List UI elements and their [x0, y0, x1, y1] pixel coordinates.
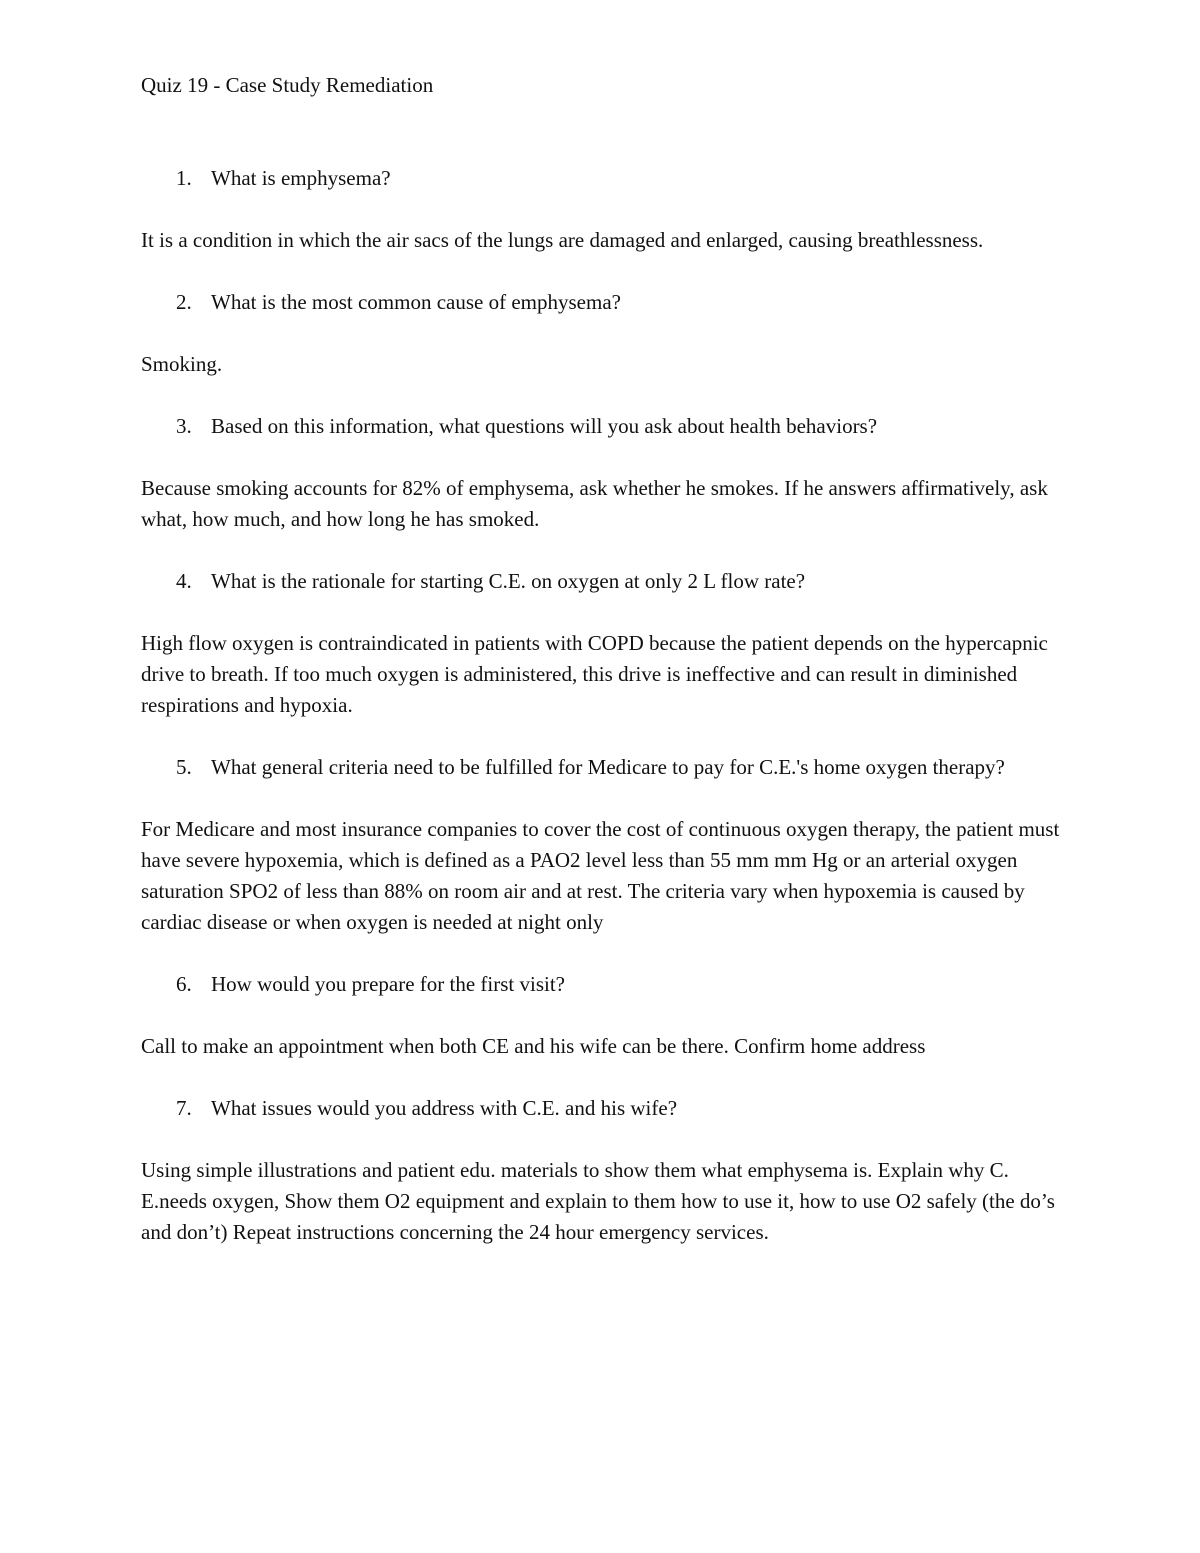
answer-4: High flow oxygen is contraindicated in patients with COPD because the patient depends on the hypercapnic drive to breath. If too much oxygen is administered, this drive is ineffective and can result in diminished respirations and hypoxia. [141, 631, 1048, 717]
question-number: 7. [176, 1096, 192, 1120]
question-text: What is the most common cause of emphysema? [211, 290, 621, 314]
question-text: What is the rationale for starting C.E. on oxygen at only 2 L flow rate? [211, 569, 806, 593]
question-number: 2. [176, 290, 192, 314]
document-title: Quiz 19 - Case Study Remediation [141, 73, 434, 97]
question-text: How would you prepare for the first visit? [211, 972, 565, 996]
question-number: 3. [176, 414, 192, 438]
question-1 [141, 163, 1061, 194]
answer-7: Using simple illustrations and patient edu. materials to show them what emphysema is. Explain why C. E.needs oxygen, Show them O2 equipment and explain to them how to use it, how to use O2 safely (the do’s and don’t) Repeat instructions concerning the 24 hour emergency services. [141, 1158, 1055, 1244]
document-page [141, 70, 1061, 1279]
question-number: 6. [176, 972, 192, 996]
answer-5: For Medicare and most insurance companies to cover the cost of continuous oxygen therapy, the patient must have severe hypoxemia, which is defined as a PAO2 level less than 55 mm mm Hg or an arterial oxygen saturation SPO2 of less than 88% on room air and at rest. The criteria vary when hypoxemia is caused by cardiac disease or when oxygen is needed at night only [141, 817, 1060, 934]
answer-1: It is a condition in which the air sacs of the lungs are damaged and enlarged, causing breathlessness. [141, 228, 984, 252]
question-number: 4. [176, 569, 192, 593]
question-number: 5. [176, 755, 192, 779]
question-text: What is emphysema? [211, 166, 391, 190]
answer-2: Smoking. [141, 352, 223, 376]
question-7 [141, 1093, 1061, 1124]
answer-6: Call to make an appointment when both CE and his wife can be there. Confirm home address [141, 1034, 926, 1058]
question-2 [141, 287, 1061, 318]
question-number: 1. [176, 166, 192, 190]
question-4 [141, 566, 1061, 597]
question-text: What general criteria need to be fulfilled for Medicare to pay for C.E.'s home oxygen therapy? [211, 755, 1005, 779]
question-6 [141, 969, 1061, 1000]
answer-3: Because smoking accounts for 82% of emphysema, ask whether he smokes. If he answers affirmatively, ask what, how much, and how long he has smoked. [141, 476, 1048, 531]
question-text: Based on this information, what questions will you ask about health behaviors? [211, 414, 878, 438]
question-5 [141, 752, 1061, 783]
question-text: What issues would you address with C.E. and his wife? [211, 1096, 678, 1120]
question-3 [141, 411, 1061, 442]
